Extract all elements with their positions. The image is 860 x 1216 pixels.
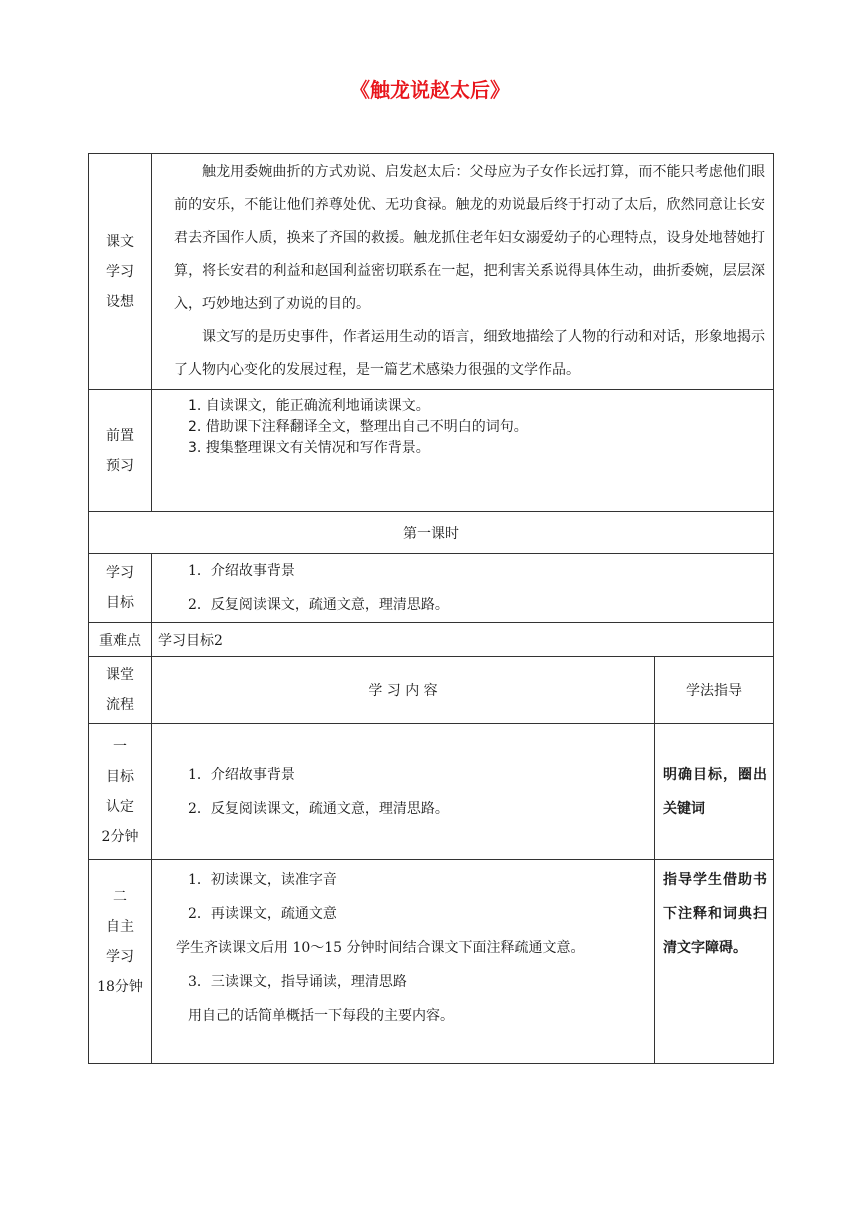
objectives-row — [89, 554, 774, 623]
list-item: 1. 自读课文，能正确流利地诵读课文。 — [188, 398, 430, 414]
step2-label: 二 自主 学习 18分钟 — [89, 860, 152, 1064]
step1-content — [152, 724, 655, 860]
objectives-label: 学习 目标 — [89, 554, 152, 623]
preview-content — [152, 390, 774, 512]
list-item: 用自己的话简单概括一下每段的主要内容。 — [188, 1008, 454, 1024]
list-item: 2. 借助课下注释翻译全文，整理出自己不明白的词句。 — [188, 419, 528, 435]
key-point-row — [89, 623, 774, 657]
objectives-content — [152, 554, 774, 623]
step1-row — [89, 724, 774, 860]
lesson-plan-table — [88, 153, 774, 1064]
design-paragraph: 课文写的是历史事件，作者运用生动的语言，细致地描绘了人物的行动和对话，形象地揭示了人物内心变化的发展过程，是一篇艺术感染力很强的文学作品。 — [174, 329, 765, 378]
flow-label: 课堂 流程 — [89, 657, 152, 724]
step1-method: 明确目标，圈出关键词 — [655, 724, 774, 860]
key-point-label: 重难点 — [89, 623, 152, 657]
list-item: 1．介绍故事背景 — [188, 766, 295, 783]
preview-row — [89, 390, 774, 512]
list-item: 2．反复阅读课文，疏通文意，理清思路。 — [188, 597, 449, 613]
step1-label: 一 目标 认定 2分钟 — [89, 724, 152, 860]
preview-list — [152, 390, 773, 459]
list-item: 2．再读课文，疏通文意 — [188, 906, 337, 922]
list-item: 2．反复阅读课文，疏通文意，理清思路。 — [188, 800, 449, 817]
lesson-heading: 第一课时 — [89, 512, 774, 554]
preview-label: 前置 预习 — [89, 390, 152, 512]
list-item: 1．初读课文，读准字音 — [188, 872, 337, 888]
key-point-value: 学习目标2 — [152, 623, 774, 657]
flow-header-row — [89, 657, 774, 724]
step2-row — [89, 860, 774, 1064]
method-header: 学法指导 — [655, 657, 774, 724]
design-row — [89, 154, 774, 390]
design-label: 课文 学习 设想 — [89, 154, 152, 390]
content-header: 学 习 内 容 — [152, 657, 655, 724]
step2-content — [152, 860, 655, 1064]
design-paragraph: 触龙用委婉曲折的方式劝说、启发赵太后：父母应为子女作长远打算，而不能只考虑他们眼前的安乐，不能让他们养尊处优、无功食禄。触龙的劝说最后终于打动了太后，欣然同意让长安君去齐国作人质，换来了齐国的救援。触龙抓住老年妇女溺爱幼子的心理特点，设身处地替她打算，将长安君的利益和赵国利益密切联系在一起，把利害关系说得具体生动，曲折委婉，层层深入，巧妙地达到了劝说的目的。 — [174, 164, 765, 312]
list-item: 学生齐读课文后用 10～15 分钟时间结合课文下面注释疏通文意。 — [176, 940, 585, 956]
document-title: 《触龙说赵太后》 — [350, 78, 510, 102]
list-item: 3．三读课文，指导诵读，理清思路 — [188, 974, 407, 990]
list-item: 3. 搜集整理课文有关情况和写作背景。 — [188, 440, 430, 456]
lesson-heading-row — [89, 512, 774, 554]
step2-method: 指导学生借助书下注释和词典扫清文字障碍。 — [655, 860, 774, 1064]
design-content — [152, 154, 774, 390]
list-item: 1．介绍故事背景 — [188, 563, 295, 579]
